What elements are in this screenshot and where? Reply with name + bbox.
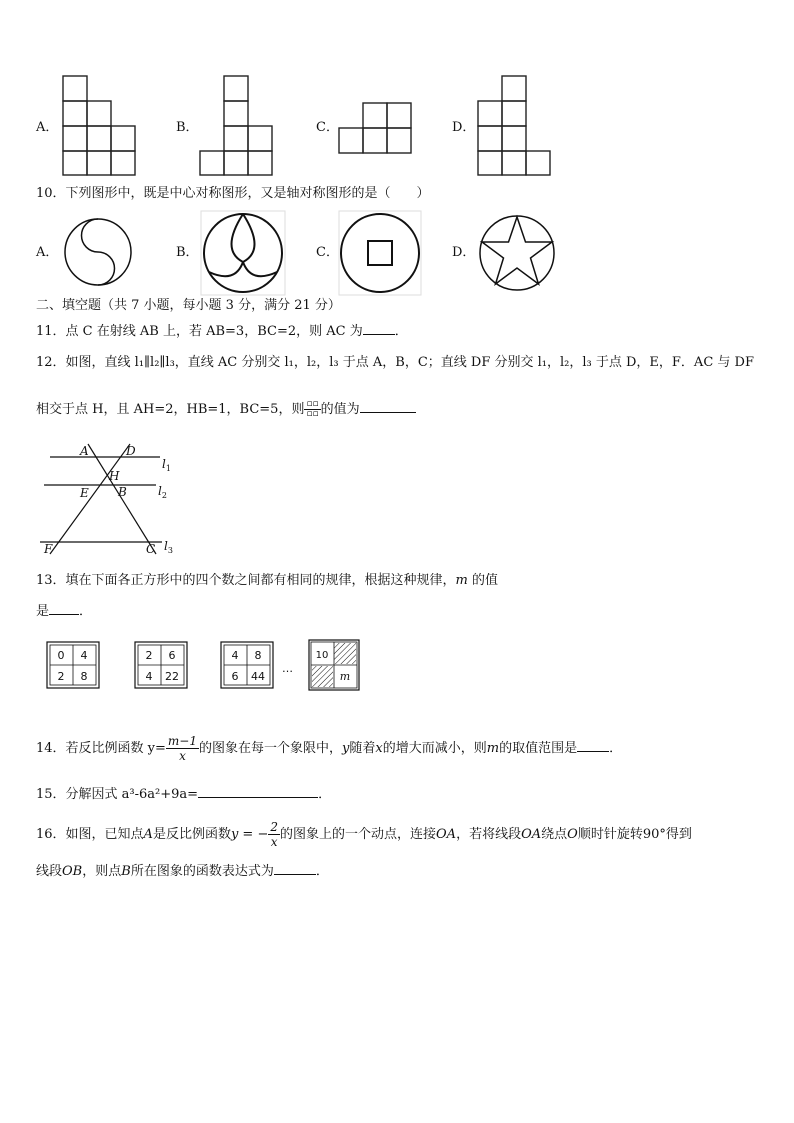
q10-option-c-label: C． xyxy=(316,245,339,260)
q12-question-line1: 12．如图，直线 l₁∥l₂∥l₃，直线 AC 分别交 l₁，l₂，l₃ 于点 A，B，C；直线 DF 分别交 l₁，l₂，l₃ 于点 D，E，F．AC 与 DF xyxy=(36,355,754,370)
q9-figure-a xyxy=(60,74,140,178)
line-l3-label: $l_3$ xyxy=(164,539,173,555)
square-cell: 6 xyxy=(231,670,239,683)
fraction: $\frac{m-1}{x}$ xyxy=(167,734,197,763)
q10-option-b-label: B． xyxy=(176,245,199,260)
point-a-label: A xyxy=(80,444,89,458)
q16-question-line2: 线段OB，则点B所在图象的函数表达式为 ． xyxy=(36,864,329,879)
number-square xyxy=(47,642,99,688)
line-l2-label: $l_2$ xyxy=(158,484,167,500)
point-c-label: C xyxy=(146,542,156,556)
square-cell-m: m xyxy=(339,670,351,683)
answer-blank xyxy=(198,797,318,798)
q11-question: 11．点 C 在射线 AB 上，若 AB=3，BC=2，则 AC 为 ． xyxy=(36,324,408,339)
point-f-label: F xyxy=(44,542,53,556)
q9-figure-d xyxy=(476,74,556,178)
q9-option-c-label: C． xyxy=(316,120,339,135)
q10-option-d-label: D． xyxy=(452,245,476,260)
square-cell: 44 xyxy=(251,670,265,683)
star-in-circle-figure xyxy=(476,214,558,292)
square-cell: 4 xyxy=(231,649,239,662)
square-cell: 22 xyxy=(165,670,179,683)
q13-number-squares xyxy=(46,640,366,692)
point-h-label: H xyxy=(109,469,120,483)
hatched-cell xyxy=(334,643,356,664)
square-cell: 2 xyxy=(145,649,153,662)
hatched-cell xyxy=(312,666,333,687)
square-cell: 10 xyxy=(315,650,329,661)
q9-option-a-label: A． xyxy=(36,120,59,135)
q16-question-line1: 16．如图，已知点A是反比例函数y = − $\frac{2}{x}$ 的图象上的一个动点，连接OA，若将线段OA绕点O顺时针旋转90°得到 xyxy=(36,820,692,849)
point-b-label: B xyxy=(118,485,127,499)
number-square xyxy=(221,642,273,688)
ellipsis: … xyxy=(282,662,293,675)
q9-figure-c xyxy=(338,100,418,156)
square-cell: 8 xyxy=(254,649,262,662)
q15-question: 15．分解因式 a³-6a²+9a= ． xyxy=(36,787,332,802)
square-cell: 8 xyxy=(80,670,88,683)
square-cell: 4 xyxy=(80,649,88,662)
q9-option-d-label: D． xyxy=(452,120,476,135)
q13-question-line1: 13．填在下面各正方形中的四个数之间都有相同的规律，根据这种规律，m 的值 xyxy=(36,573,499,588)
placeholder-fraction: $\frac{▫▫}{▫▫}$ xyxy=(306,399,319,419)
number-square xyxy=(135,642,187,688)
answer-blank xyxy=(274,874,316,875)
q10-question: 10．下列图形中，既是中心对称图形，又是轴对称图形的是（ ） xyxy=(36,186,430,201)
q13-question-line2: 是 ． xyxy=(36,604,93,619)
square-cell: 4 xyxy=(145,670,153,683)
answer-blank xyxy=(363,334,395,335)
yin-yang-figure xyxy=(62,212,134,292)
coin-square-hole-figure xyxy=(338,210,422,296)
q10-option-a-label: A． xyxy=(36,245,59,260)
q12-question-line2: 相交于点 H，且 AH=2，HB=1，BC=5，则 $\frac{▫▫}{▫▫}$ 的值为 xyxy=(36,400,416,419)
square-cell: 0 xyxy=(57,649,65,662)
square-cell: 6 xyxy=(168,649,176,662)
answer-blank xyxy=(360,412,416,413)
q9-option-b-label: B． xyxy=(176,120,199,135)
square-cell: 2 xyxy=(57,670,65,683)
point-d-label: D xyxy=(126,444,136,458)
q12-parallel-lines-diagram xyxy=(38,440,188,560)
line-l1-label: $l_1$ xyxy=(162,457,171,473)
fraction: $\frac{2}{x}$ xyxy=(270,820,278,849)
answer-blank xyxy=(49,614,79,615)
q14-question: 14．若反比例函数 y= $\frac{m-1}{x}$ 的图象在每一个象限中，y随着x的增大而减小，则m的取值范围是 ． xyxy=(36,734,623,763)
number-square-unknown xyxy=(309,640,359,690)
three-petal-figure xyxy=(200,210,286,296)
section-heading: 二、填空题（共 7 小题，每小题 3 分，满分 21 分） xyxy=(36,298,341,313)
point-e-label: E xyxy=(80,486,89,500)
q9-figure-b xyxy=(198,74,278,178)
answer-blank xyxy=(577,751,609,752)
